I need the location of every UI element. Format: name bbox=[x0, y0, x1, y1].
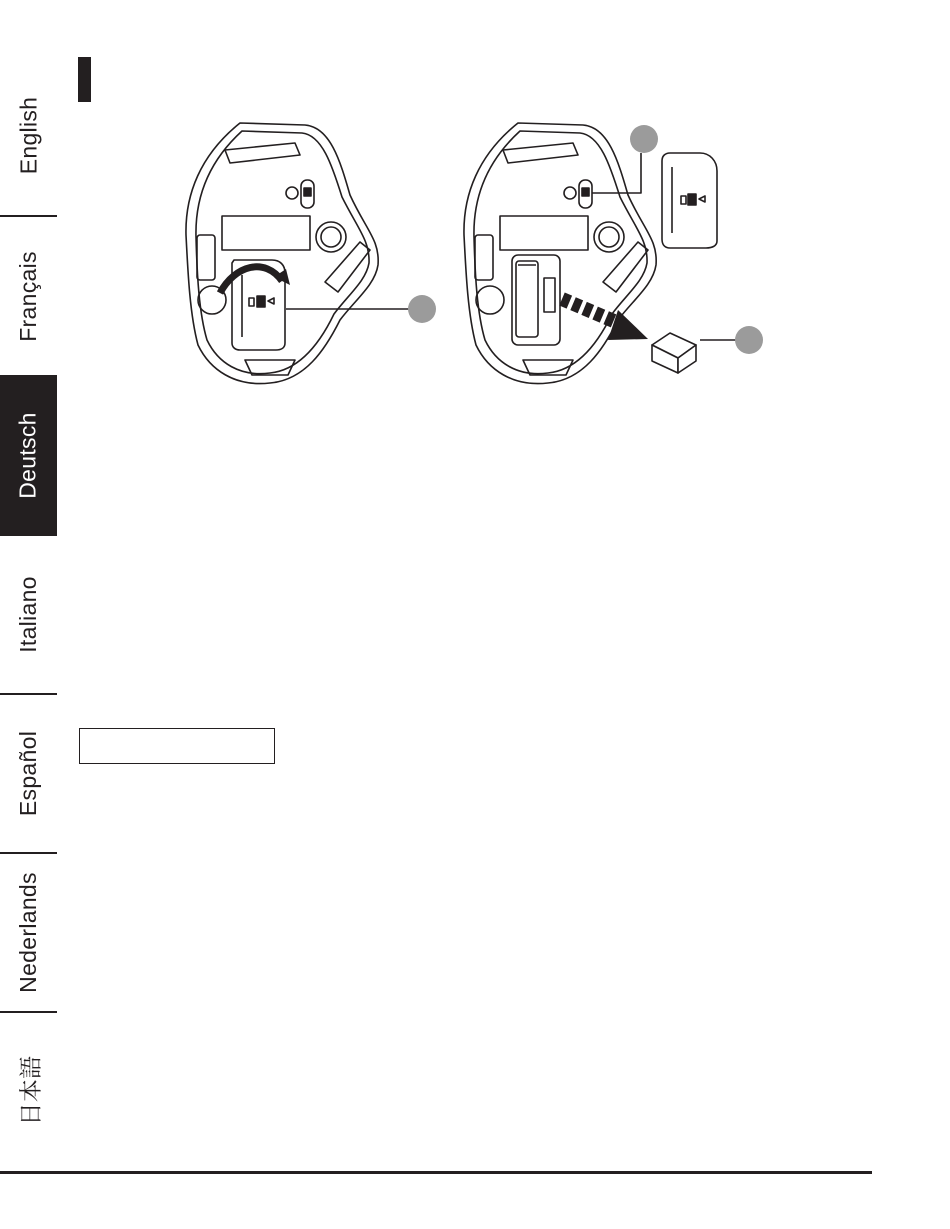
tab-espanol-label: Español bbox=[15, 730, 41, 817]
sensor-lens bbox=[321, 227, 341, 247]
power-switch-knob bbox=[304, 188, 311, 196]
tab-italiano[interactable] bbox=[0, 536, 57, 693]
tab-english[interactable] bbox=[0, 55, 57, 215]
side-glide-pad bbox=[325, 242, 370, 292]
callout-2 bbox=[630, 125, 658, 153]
power-switch-knob bbox=[582, 188, 589, 196]
wheel-opening bbox=[476, 286, 504, 314]
battery-compartment bbox=[512, 255, 560, 345]
tab-japanese[interactable] bbox=[0, 1013, 57, 1168]
tab-espanol[interactable] bbox=[0, 695, 57, 852]
sensor-lens bbox=[599, 227, 619, 247]
side-glide-pad bbox=[603, 242, 648, 292]
tab-francais[interactable] bbox=[0, 217, 57, 375]
tab-deutsch[interactable] bbox=[0, 375, 57, 536]
connect-button bbox=[564, 187, 576, 199]
tab-nederlands-label: Nederlands bbox=[15, 872, 42, 993]
tab-nederlands[interactable] bbox=[0, 854, 57, 1011]
page-bottom-rule bbox=[0, 1171, 872, 1174]
tab-italiano-label: Italiano bbox=[15, 576, 42, 653]
mouse-underside-right bbox=[464, 123, 738, 384]
tab-francais-label: Français bbox=[15, 250, 41, 342]
label-plate bbox=[500, 216, 588, 250]
empty-text-box bbox=[79, 728, 275, 764]
cover-battery-icon bbox=[688, 194, 696, 205]
label-plate bbox=[222, 216, 310, 250]
left-side-pad bbox=[197, 235, 215, 280]
mouse-underside-left bbox=[186, 123, 412, 384]
section-marker-bar bbox=[78, 57, 91, 102]
tab-japanese-label: 日本語 bbox=[17, 1055, 43, 1126]
mouse-battery-receiver-illustration bbox=[170, 115, 790, 410]
top-glide-pad bbox=[503, 143, 578, 163]
left-side-pad bbox=[475, 235, 493, 280]
connect-button bbox=[286, 187, 298, 199]
tab-english-label: English bbox=[15, 96, 42, 174]
callout-3 bbox=[735, 326, 763, 354]
tab-deutsch-label: Deutsch bbox=[15, 412, 42, 499]
top-glide-pad bbox=[225, 143, 300, 163]
callout-1 bbox=[408, 295, 436, 323]
cover-battery-icon bbox=[257, 296, 265, 307]
